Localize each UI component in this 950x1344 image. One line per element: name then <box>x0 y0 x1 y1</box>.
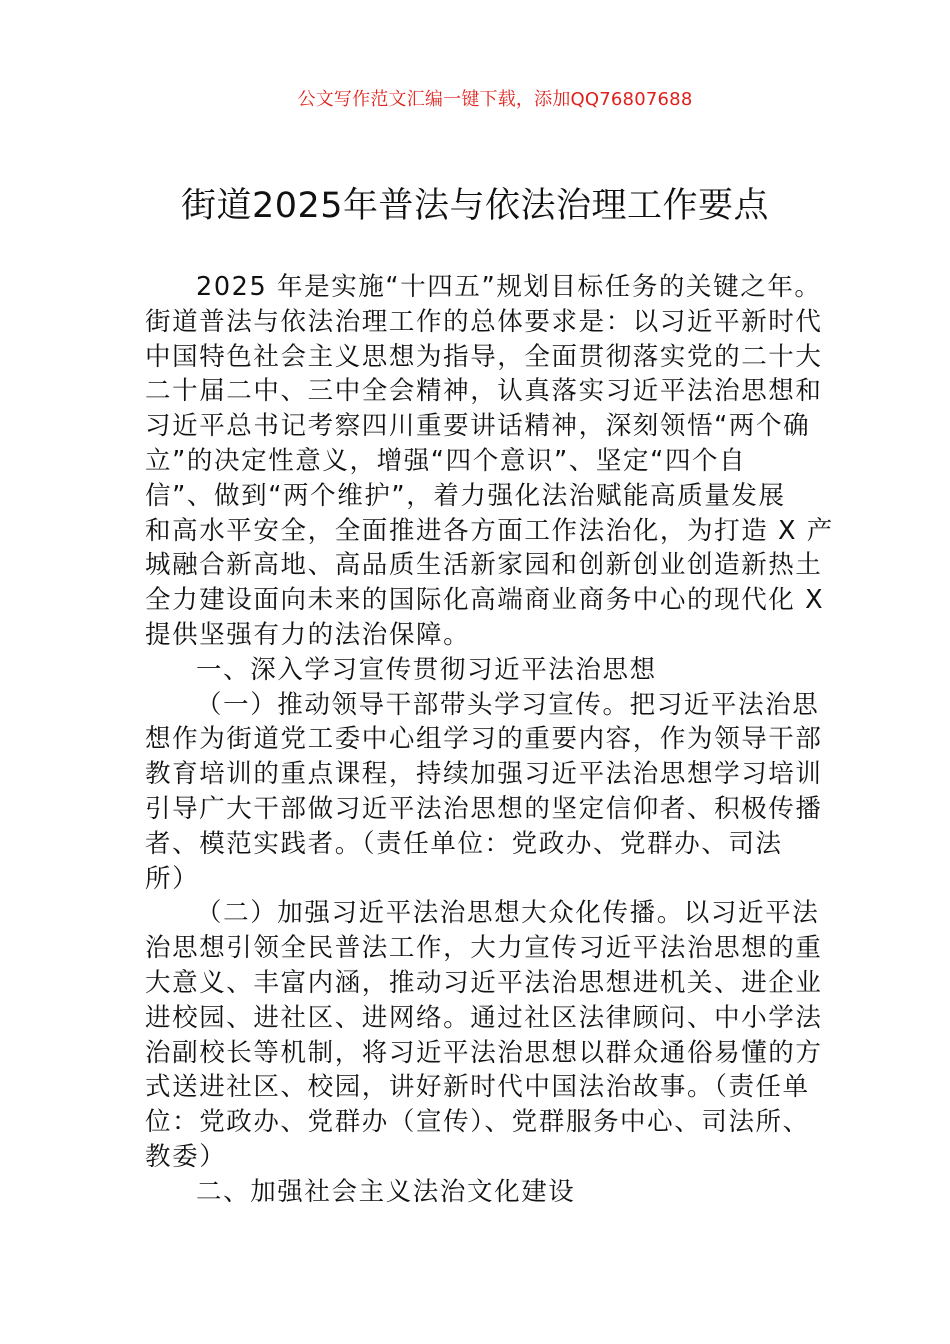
section-heading <box>145 653 810 688</box>
paragraph <box>145 688 823 897</box>
text-line: 式送进社区、校园，讲好新时代中国法治故事。（责任单 <box>145 1072 810 1103</box>
text-line: （一）推动领导干部带头学习宣传。把习近平法治思 <box>196 689 820 720</box>
text-line: 二十届二中、三中全会精神，认真落实习近平法治思想和 <box>145 376 823 407</box>
text-line: 引导广大干部做习近平法治思想的坚定信仰者、积极传播 <box>145 793 823 824</box>
text-line: 提供坚强有力的法治保障。 <box>145 619 471 650</box>
text-line: 街道普法与依法治理工作的总体要求是：以习近平新时代 <box>145 306 823 337</box>
text-line: 2025 年是实施“十四五”规划目标任务的关键之年。 <box>196 272 822 302</box>
download-promo-note: 公文写作范文汇编一键下载，添加QQ76807688 <box>297 89 693 110</box>
text-line: 和高水平安全，全面推进各方面工作法治化，为打造 X 产 <box>145 515 834 546</box>
text-line: 教委） <box>145 1141 227 1172</box>
text-line: 全力建设面向未来的国际化高端商业商务中心的现代化 X <box>145 585 825 616</box>
text-line: 信”、做到“两个维护”，着力强化法治赋能高质量发展 <box>145 480 786 511</box>
text-line: 想作为街道党工委中心组学习的重要内容，作为领导干部 <box>145 724 823 755</box>
text-line: 教育培训的重点课程，持续加强习近平法治思想学习培训 <box>145 759 823 790</box>
document-title: 街道2025年普法与依法治理工作要点 <box>180 186 770 226</box>
paragraph <box>145 270 834 653</box>
text-line: 者、模范实践者。（责任单位：党政办、党群办、司法 <box>145 828 783 859</box>
paragraph <box>145 896 823 1174</box>
text-line: 二、加强社会主义法治文化建设 <box>196 1176 576 1207</box>
text-line: 中国特色社会主义思想为指导，全面贯彻落实党的二十大 <box>145 341 823 372</box>
document-body <box>145 270 834 1210</box>
text-line: 大意义、丰富内涵，推动习近平法治思想进机关、进企业 <box>145 967 823 998</box>
section-heading <box>145 1175 810 1210</box>
text-line: 立”的决定性意义，增强“四个意识”、坚定“四个自 <box>145 445 747 476</box>
text-line: 进校园、进社区、进网络。通过社区法律顾问、中小学法 <box>145 1002 823 1033</box>
text-line: 位：党政办、党群办（宣传）、党群服务中心、司法所、 <box>145 1107 810 1138</box>
text-line: 习近平总书记考察四川重要讲话精神，深刻领悟“两个确 <box>145 411 811 442</box>
text-line: （二）加强习近平法治思想大众化传播。以习近平法 <box>196 898 820 929</box>
text-line: 所） <box>145 863 200 894</box>
text-line: 治思想引领全民普法工作，大力宣传习近平法治思想的重 <box>145 933 823 964</box>
text-line: 治副校长等机制，将习近平法治思想以群众通俗易懂的方 <box>145 1037 823 1068</box>
text-line: 城融合新高地、高品质生活新家园和创新创业创造新热土 <box>145 550 823 581</box>
text-line: 一、深入学习宣传贯彻习近平法治思想 <box>196 654 657 685</box>
